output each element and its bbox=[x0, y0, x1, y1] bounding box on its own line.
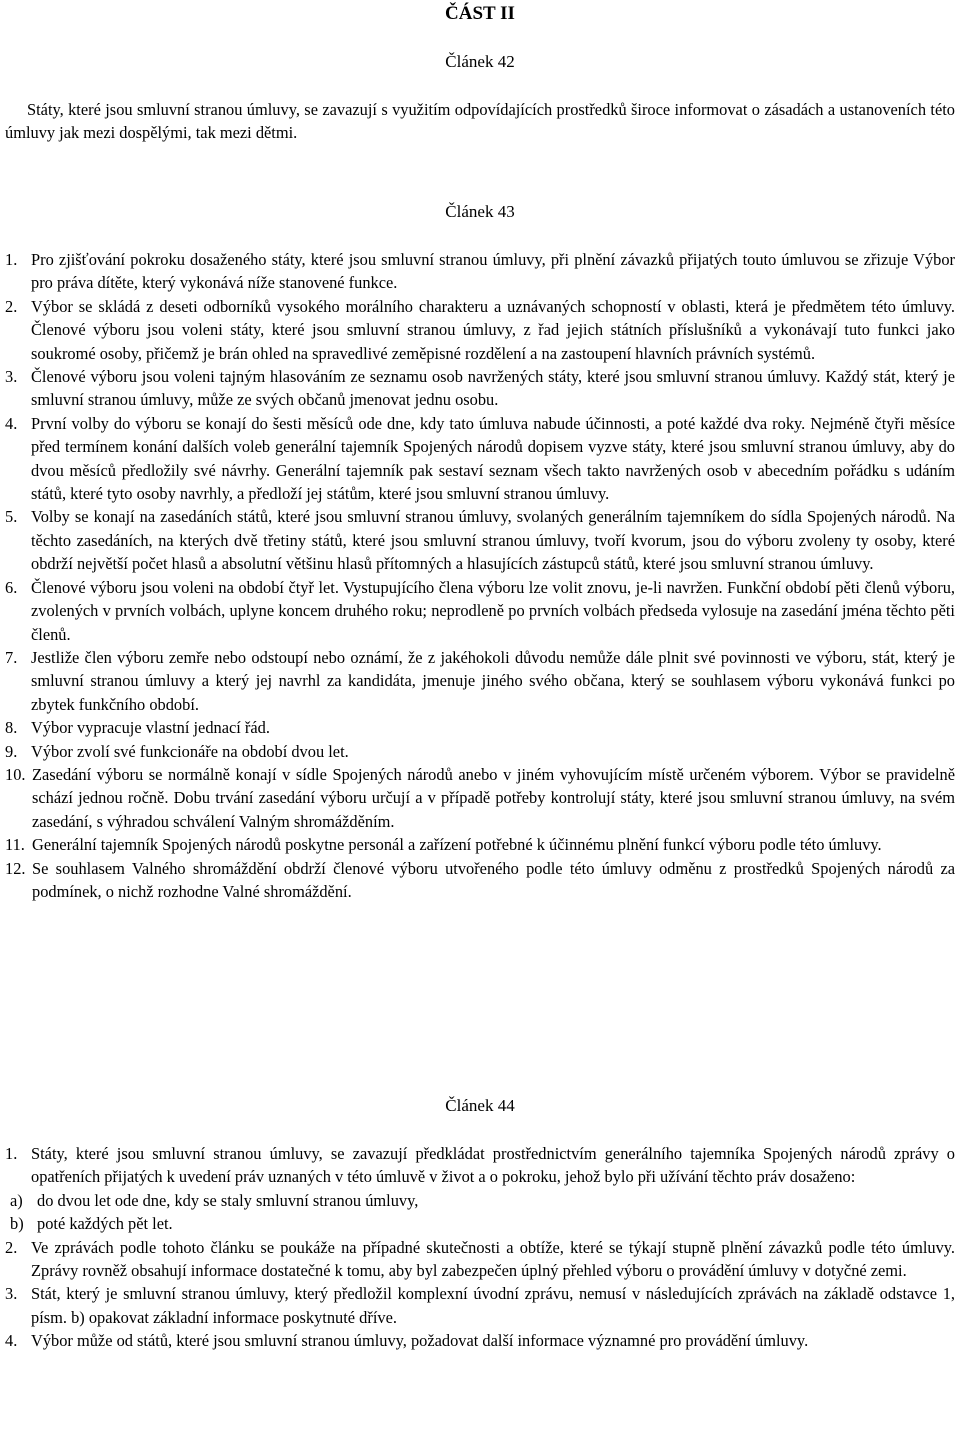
article-43-paragraph-12 bbox=[5, 857, 955, 904]
article-43-body bbox=[5, 248, 955, 903]
paragraph-number: 3. bbox=[5, 1284, 18, 1304]
paragraph-number: 11. bbox=[5, 835, 25, 855]
paragraph-number: 3. bbox=[5, 367, 18, 387]
paragraph-text: Volby se konají na zasedáních států, které jsou smluvní stranou úmluvy, svolaných generálním tajemníkem do sídla Spojených národů. Na těchto zasedáních, na kterých dvě třetiny států, které jsou smluvní stranou úmluvy, tvoří kvorum, jsou do výboru zvoleny ty osoby, které obdrží největší počet hlasů a absolutní většinu hlasů přítomných a hlasujících zástupců států, které jsou smluvní stranou úmluvy. bbox=[31, 507, 955, 574]
article-43-paragraph-1 bbox=[5, 248, 955, 295]
article-44-item-b bbox=[5, 1212, 955, 1235]
paragraph-number: 12. bbox=[5, 858, 26, 878]
article-44-paragraph-4 bbox=[5, 1329, 955, 1352]
paragraph-text: Členové výboru jsou voleni na období čtyř let. Vystupujícího člena výboru lze volit znovu, je-li navržen. Funkční období pěti členů výboru, zvolených v prvních volbách, uplyne koncem druhého roku; neprodleně po prvních volbách předseda vylosuje na zasedání jména těchto pěti členů. bbox=[31, 577, 955, 644]
paragraph-text: Výbor může od států, které jsou smluvní stranou úmluvy, požadovat další informace významné pro provádění úmluvy. bbox=[31, 1331, 809, 1351]
paragraph-number: 10. bbox=[5, 764, 26, 784]
paragraph-text: Se souhlasem Valného shromáždění obdrží členové výboru utvořeného podle této úmluvy odměnu z prostředků Spojených národů za podmínek, o nichž rozhodne Valné shromáždění. bbox=[32, 858, 955, 901]
paragraph-text: Výbor vypracuje vlastní jednací řád. bbox=[31, 718, 270, 738]
paragraph-number: 7. bbox=[5, 647, 18, 667]
item-letter: b) bbox=[10, 1214, 24, 1234]
article-42-title: Článek 42 bbox=[445, 52, 515, 71]
item-letter: a) bbox=[10, 1190, 23, 1210]
article-43-paragraph-10 bbox=[5, 763, 955, 833]
article-43-paragraph-7 bbox=[5, 646, 955, 716]
article-43-paragraph-5 bbox=[5, 505, 955, 575]
article-42-text: Státy, které jsou smluvní stranou úmluvy, se zavazují s využitím odpovídajících prostředků široce informovat o zásadách a ustanoveních této úmluvy jak mezi dospělými, tak mezi dětmi. bbox=[5, 100, 955, 143]
paragraph-number: 4. bbox=[5, 413, 18, 433]
paragraph-text: Pro zjišťování pokroku dosaženého státy, které jsou smluvní stranou úmluvy, při plnění závazků přijatých touto úmluvou se zřizuje Výbor pro práva dítěte, který vykonává níže stanovené funkce. bbox=[31, 250, 955, 293]
paragraph-number: 1. bbox=[5, 1144, 18, 1163]
article-44-body bbox=[5, 1142, 955, 1353]
item-text: poté každých pět let. bbox=[37, 1214, 173, 1234]
paragraph-text: Státy, které jsou smluvní stranou úmluvy, se zavazují předkládat prostřednictvím generálního tajemníka Spojených národů zprávy o opatřeních přijatých k uvedení práv uznaných v této úmluvě v život a o pokroku, jehož bylo při užívání těchto práv dosaženo: bbox=[31, 1144, 955, 1187]
article-44-paragraph-2 bbox=[5, 1236, 955, 1283]
article-44-paragraph-3 bbox=[5, 1282, 955, 1329]
article-43-paragraph-3 bbox=[5, 365, 955, 412]
article-43-paragraph-8 bbox=[5, 716, 955, 739]
article-43-paragraph-6 bbox=[5, 576, 955, 646]
paragraph-text: Výbor se skládá z deseti odborníků vysokého morálního charakteru a uznávaných schopností v oblasti, která je předmětem této úmluvy. Členové výboru jsou voleni státy, které jsou smluvní stranou úmluvy, z řad jejich státních příslušníků a vykonávají tuto funkci jako soukromé osoby, přičemž je brán ohled na spravedlivé zeměpisné rozdělení a na zastoupení hlavních právních systémů. bbox=[31, 296, 955, 363]
paragraph-number: 4. bbox=[5, 1331, 18, 1351]
paragraph-number: 8. bbox=[5, 718, 18, 738]
article-44-title: Článek 44 bbox=[445, 1096, 515, 1115]
paragraph-text: Ve zprávách podle tohoto článku se poukáže na případné skutečnosti a obtíže, které se týkají stupně plnění závazků podle této úmluvy. Zprávy rovněž obsahují informace dostatečné k tomu, aby byl zabezpečen úplný přehled výboru o provádění úmluvy v dotyčné zemi. bbox=[31, 1237, 955, 1281]
paragraph-text: Generální tajemník Spojených národů poskytne personál a zařízení potřebné k účinnému plnění funkcí výboru podle této úmluvy. bbox=[32, 835, 882, 855]
paragraph-number: 2. bbox=[5, 296, 18, 316]
article-43-title: Článek 43 bbox=[445, 202, 515, 221]
paragraph-text: Zasedání výboru se normálně konají v sídle Spojených národů anebo v jiném vyhovujícím místě určeném výborem. Výbor se pravidelně schází jednou ročně. Dobu trvání zasedání výboru určují a v případě potřeby kontrolují státy, které jsou smluvní stranou úmluvy, na svém zasedání, s výhradou schválení Valným shromážděním. bbox=[32, 764, 955, 831]
paragraph-text: Jestliže člen výboru zemře nebo odstoupí nebo oznámí, že z jakéhokoli důvodu nemůže dále plnit své povinnosti ve výboru, stát, který je smluvní stranou úmluvy a který jej navrhl za kandidáta, jmenuje jiného svého občana, který se souhlasem výboru vykonává funkci po zbytek funkčního období. bbox=[31, 647, 955, 714]
article-43-paragraph-2 bbox=[5, 295, 955, 365]
paragraph-text: Členové výboru jsou voleni tajným hlasováním ze seznamu osob navržených státy, které jsou smluvní stranou úmluvy. Každý stát, který je smluvní stranou úmluvy, může ze svých občanů jmenovat jednu osobu. bbox=[31, 367, 955, 410]
paragraph-text: První volby do výboru se konají do šesti měsíců ode dne, kdy tato úmluva nabude účinnosti, a poté každé dva roky. Nejméně čtyři měsíce před termínem konání dalších voleb generální tajemník Spojených národů dopisem vyzve státy, které jsou smluvní stranou úmluvy, aby do dvou měsíců předložily své návrhy. Generální tajemník pak sestaví seznam všech takto navržených osob v abecedním pořádku s udáním států, které tyto osoby navrhly, a předloží jej státům, které jsou smluvní stranou úmluvy. bbox=[31, 413, 955, 504]
article-44-paragraph-1 bbox=[5, 1142, 955, 1189]
article-43-paragraph-4 bbox=[5, 412, 955, 506]
paragraph-number: 9. bbox=[5, 741, 18, 761]
paragraph-number: 1. bbox=[5, 250, 18, 269]
part-title: ČÁST II bbox=[445, 3, 515, 24]
article-44-item-a bbox=[5, 1189, 955, 1212]
paragraph-text: Stát, který je smluvní stranou úmluvy, který předložil komplexní úvodní zprávu, nemusí v následujících zprávách na základě odstavce 1, písm. b) opakovat základní informace poskytnuté dříve. bbox=[31, 1284, 955, 1327]
article-43-paragraph-9 bbox=[5, 740, 955, 763]
paragraph-number: 6. bbox=[5, 577, 18, 597]
paragraph-number: 2. bbox=[5, 1237, 18, 1257]
paragraph-text: Výbor zvolí své funkcionáře na období dvou let. bbox=[31, 741, 349, 761]
item-text: do dvou let ode dne, kdy se staly smluvní stranou úmluvy, bbox=[37, 1190, 419, 1210]
paragraph-number: 5. bbox=[5, 507, 18, 527]
article-43-paragraph-11 bbox=[5, 833, 955, 856]
